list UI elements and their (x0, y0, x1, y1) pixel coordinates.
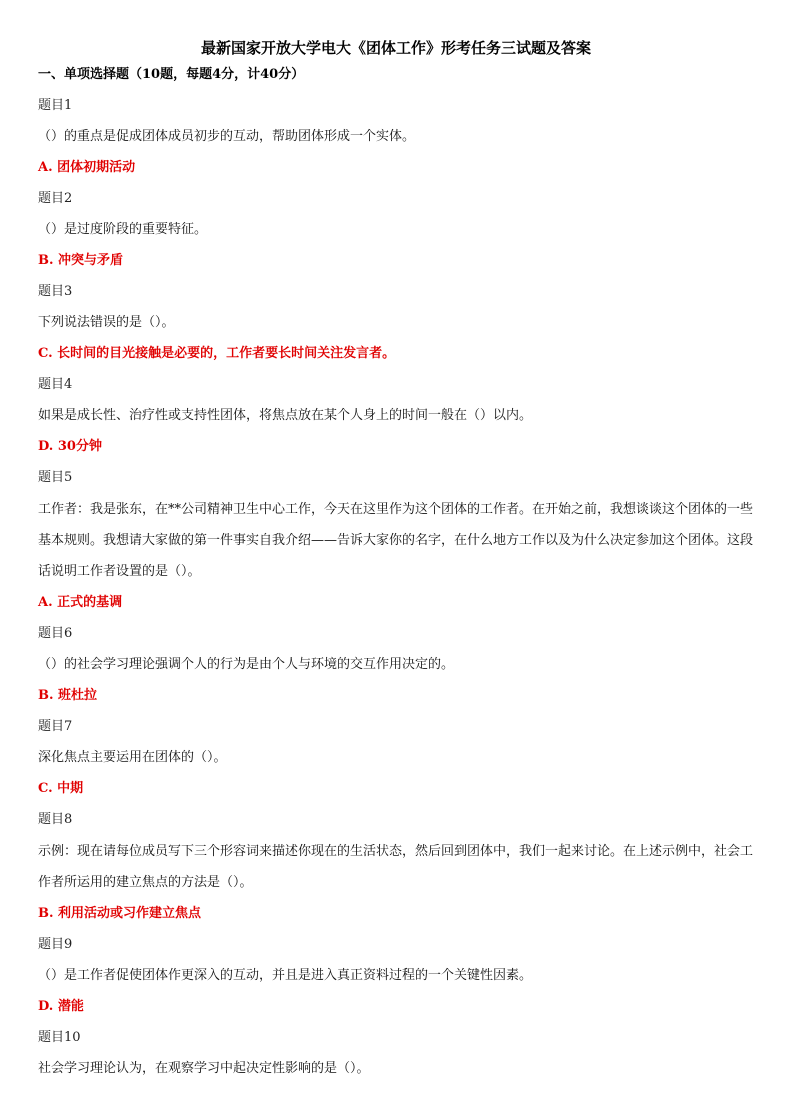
question-text: 如果是成长性、治疗性或支持性团体，将焦点放在某个人身上的时间一般在（）以内。 (38, 408, 533, 423)
question-text: （）是过度阶段的重要特征。 (38, 222, 208, 237)
answer-text: A. 团体初期活动 (38, 160, 136, 175)
answer-text: B. 班杜拉 (38, 688, 98, 703)
question-text: 下列说法错误的是（）。 (38, 315, 175, 330)
question-label: 题目6 (38, 626, 73, 641)
question-text: （）的社会学习理论强调个人的行为是由个人与环境的交互作用决定的。 (38, 657, 455, 672)
question-label: 题目9 (38, 937, 73, 952)
question-text: （）的重点是促成团体成员初步的互动，帮助团体形成一个实体。 (38, 129, 416, 144)
question-text: （）是工作者促使团体作更深入的互动，并且是进入真正资料过程的一个关键性因素。 (38, 968, 533, 983)
answer-text: B. 利用活动或习作建立焦点 (38, 906, 202, 921)
question-text: 示例：现在请每位成员写下三个形容词来描述你现在的生活状态，然后回到团体中，我们一起来讨论。在上述示例中，社会工作者所运用的建立焦点的方法是（）。 (38, 844, 754, 890)
answer-text: B. 冲突与矛盾 (38, 253, 124, 268)
question-label: 题目8 (38, 812, 73, 827)
answer-text: D. 30分钟 (38, 439, 102, 454)
question-label: 题目5 (38, 470, 73, 485)
answer-text: C. 中期 (38, 781, 84, 796)
question-label: 题目7 (38, 719, 73, 734)
answer-text: C. 长时间的目光接触是必要的，工作者要长时间关注发言者。 (38, 346, 396, 361)
question-label: 题目1 (38, 98, 73, 113)
question-label: 题目4 (38, 377, 73, 392)
section-heading: 一、单项选择题（10题，每题4分，计40分） (38, 67, 305, 82)
document-title: 最新国家开放大学电大《团体工作》形考任务三试题及答案 (200, 39, 591, 57)
question-label: 题目3 (38, 284, 73, 299)
question-text: 社会学习理论认为，在观察学习中起决定性影响的是（）。 (38, 1061, 370, 1076)
answer-text: A. 正式的基调 (38, 595, 123, 610)
question-text: 工作者：我是张东，在**公司精神卫生中心工作，今天在这里作为这个团体的工作者。在开始之前，我想谈谈这个团体的一些基本规则。我想请大家做的第一件事实自我介绍——告诉大家你的名字，在什么地方工作以及为什么决定参加这个团体。这段话说明工作者设置的是（）。 (38, 502, 754, 579)
question-label: 题目2 (38, 191, 73, 206)
question-label: 题目10 (38, 1030, 81, 1045)
answer-text: D. 潜能 (38, 999, 84, 1014)
question-text: 深化焦点主要运用在团体的（）。 (38, 750, 227, 765)
